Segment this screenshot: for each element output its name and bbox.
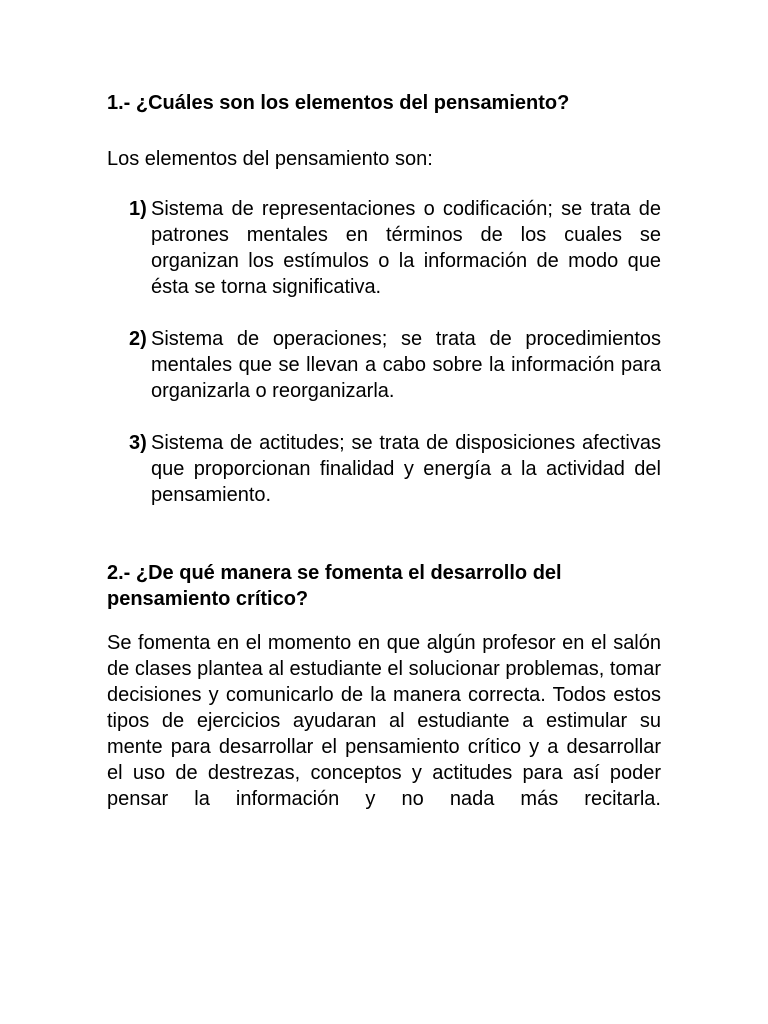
list-item — [107, 326, 661, 404]
question-1-heading: 1.- ¿Cuáles son los elementos del pensamiento? — [107, 92, 570, 114]
elements-list — [107, 196, 661, 508]
list-item — [107, 196, 661, 300]
list-item-text: Sistema de actitudes; se trata de disposiciones afectivas que proporcionan finalidad y energía a la actividad del pensamiento. — [151, 432, 661, 506]
list-item — [107, 430, 661, 508]
list-item-text: Sistema de representaciones o codificación; se trata de patrones mentales en términos de los cuales se organizan los estímulos o la información de modo que ésta se torna significativa. — [151, 198, 661, 298]
answer-paragraph: Se fomenta en el momento en que algún profesor en el salón de clases plantea al estudiante el solucionar problemas, tomar decisiones y comunicarlo de la manera correcta. Todos estos tipos de ejercicios ayudaran al estudiante a estimular su mente para desarrollar el pensamiento crítico y a desarrollar el uso de destrezas, conceptos y actitudes para así poder pensar la información y no nada más recitarla. — [107, 632, 661, 810]
list-item-number: 3) — [129, 432, 147, 454]
list-item-number: 1) — [129, 198, 147, 220]
question-2-heading: 2.- ¿De qué manera se fomenta el desarrollo del pensamiento crítico? — [107, 562, 562, 610]
intro-text: Los elementos del pensamiento son: — [107, 148, 433, 170]
list-item-text: Sistema de operaciones; se trata de procedimientos mentales que se llevan a cabo sobre la información para organizarla o reorganizarla. — [151, 328, 661, 402]
list-item-number: 2) — [129, 328, 147, 350]
